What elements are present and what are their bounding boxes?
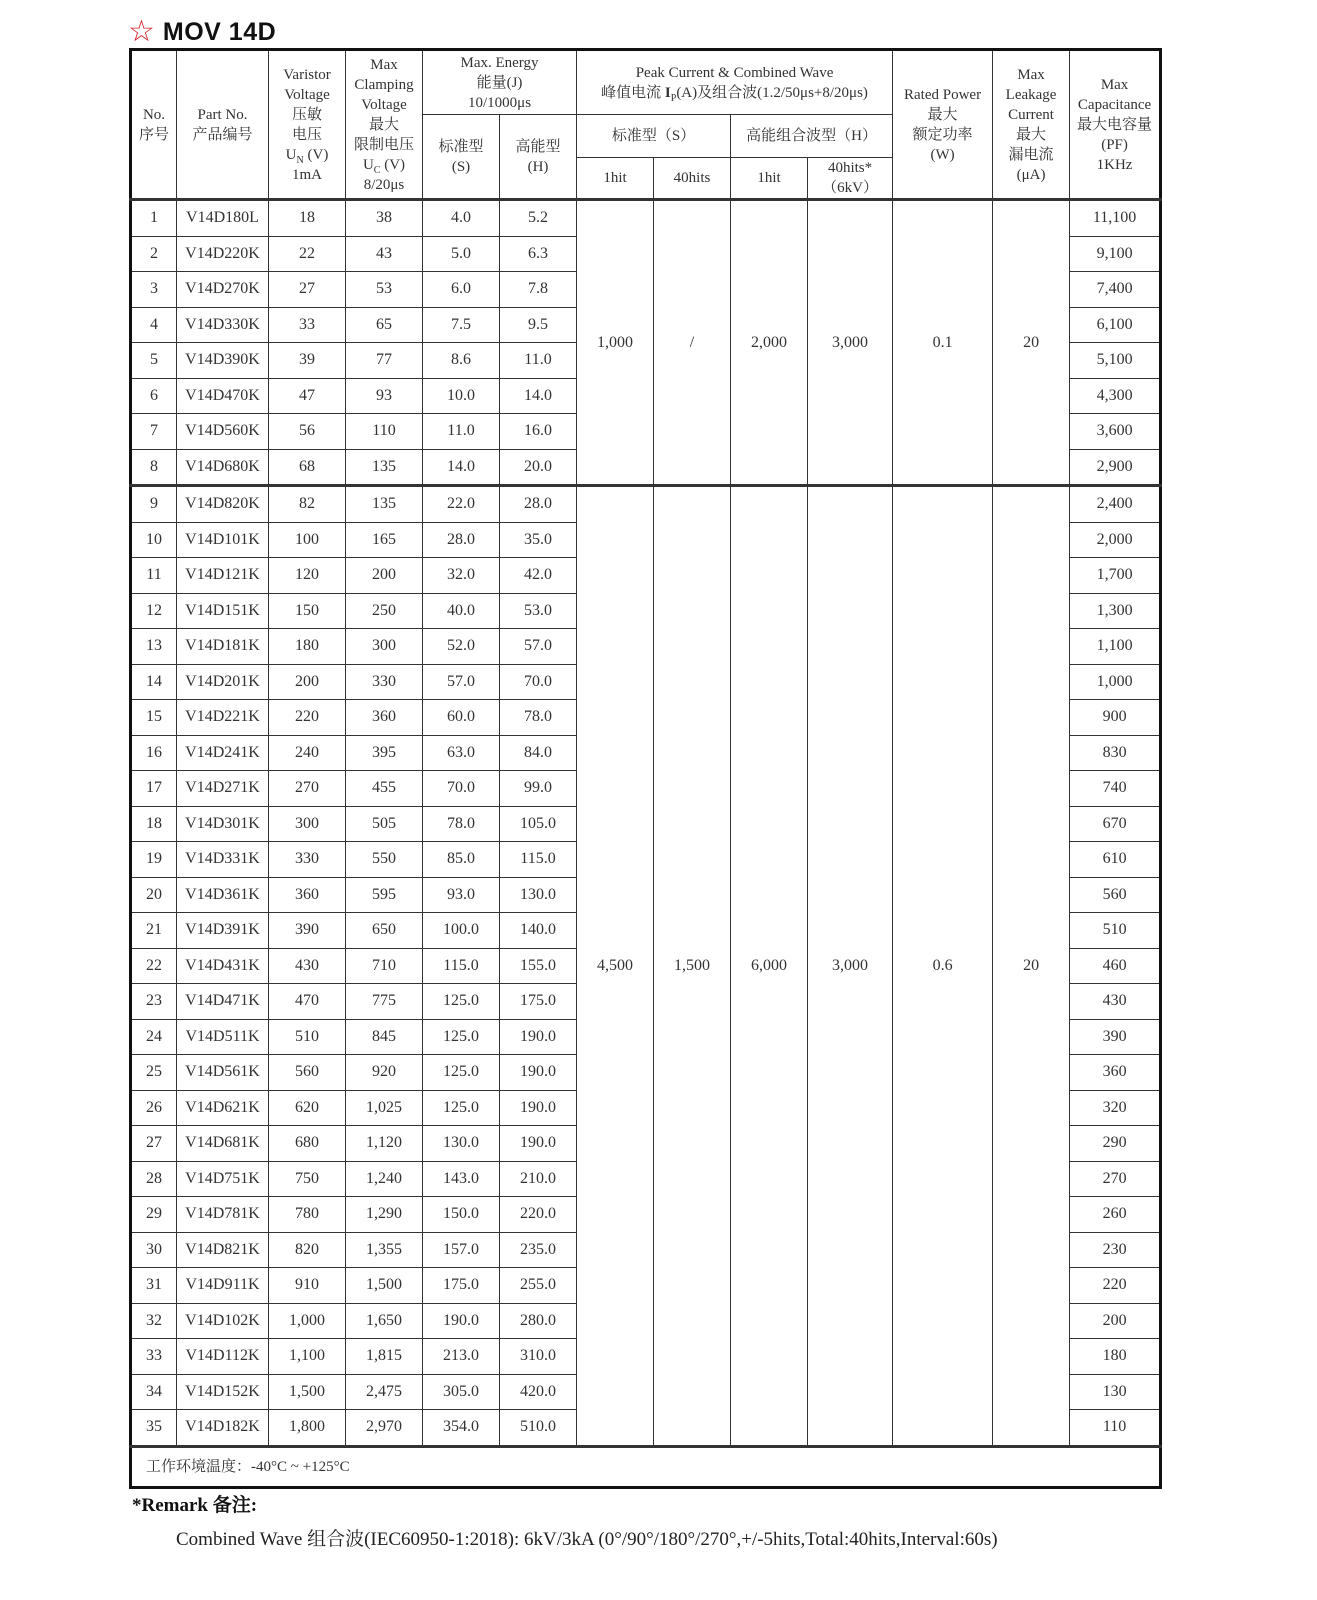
header-part-no: Part No. 产品编号	[177, 50, 269, 200]
max-capacitance: 510	[1070, 913, 1161, 949]
energy-standard: 57.0	[423, 664, 500, 700]
clamping-voltage: 550	[346, 842, 423, 878]
varistor-voltage: 200	[269, 664, 346, 700]
energy-standard: 305.0	[423, 1374, 500, 1410]
varistor-voltage: 1,800	[269, 1410, 346, 1447]
energy-standard: 22.0	[423, 486, 500, 523]
clamping-voltage: 38	[346, 200, 423, 237]
energy-standard: 93.0	[423, 877, 500, 913]
max-capacitance: 130	[1070, 1374, 1161, 1410]
energy-standard: 52.0	[423, 629, 500, 665]
row-no: 24	[131, 1019, 177, 1055]
varistor-voltage: 470	[269, 984, 346, 1020]
part-no: V14D781K	[177, 1197, 269, 1233]
max-capacitance: 230	[1070, 1232, 1161, 1268]
energy-standard: 125.0	[423, 984, 500, 1020]
energy-high: 420.0	[500, 1374, 577, 1410]
energy-standard: 60.0	[423, 700, 500, 736]
clamping-voltage: 1,650	[346, 1303, 423, 1339]
max-capacitance: 670	[1070, 806, 1161, 842]
table-row	[131, 486, 1161, 523]
energy-standard: 40.0	[423, 593, 500, 629]
part-no: V14D390K	[177, 343, 269, 379]
row-no: 9	[131, 486, 177, 523]
max-capacitance: 560	[1070, 877, 1161, 913]
header-capacitance: Max Capacitance 最大电容量 (PF) 1KHz	[1070, 50, 1161, 200]
max-capacitance: 1,000	[1070, 664, 1161, 700]
row-no: 5	[131, 343, 177, 379]
max-capacitance: 220	[1070, 1268, 1161, 1304]
header-peak-standard: 标准型（S）	[577, 115, 731, 158]
row-no: 3	[131, 272, 177, 308]
row-no: 12	[131, 593, 177, 629]
part-no: V14D621K	[177, 1090, 269, 1126]
part-no: V14D151K	[177, 593, 269, 629]
header-peak-current: Peak Current & Combined Wave 峰值电流 $I_P(A)$及组合波(1.2/50μs+8/20μs)	[577, 50, 893, 115]
row-no: 15	[131, 700, 177, 736]
energy-high: 7.8	[500, 272, 577, 308]
header-high-40hits: 40hits* （6kV）	[808, 158, 893, 200]
energy-high: 35.0	[500, 522, 577, 558]
energy-standard: 125.0	[423, 1019, 500, 1055]
header-rated-power: Rated Power 最大 额定功率 (W)	[893, 50, 993, 200]
energy-standard: 5.0	[423, 236, 500, 272]
energy-standard: 14.0	[423, 449, 500, 486]
header-no: No. 序号	[131, 50, 177, 200]
clamping-voltage: 250	[346, 593, 423, 629]
max-capacitance: 610	[1070, 842, 1161, 878]
energy-standard: 157.0	[423, 1232, 500, 1268]
part-no: V14D221K	[177, 700, 269, 736]
part-no: V14D301K	[177, 806, 269, 842]
energy-standard: 125.0	[423, 1090, 500, 1126]
clamping-voltage: 65	[346, 307, 423, 343]
clamping-voltage: 110	[346, 414, 423, 450]
energy-standard: 8.6	[423, 343, 500, 379]
max-capacitance: 3,600	[1070, 414, 1161, 450]
part-no: V14D112K	[177, 1339, 269, 1375]
title-text: MOV 14D	[162, 17, 277, 46]
peak-std-1hit: 1,000	[577, 200, 654, 486]
energy-standard: 10.0	[423, 378, 500, 414]
energy-high: 53.0	[500, 593, 577, 629]
row-no: 25	[131, 1055, 177, 1091]
clamping-voltage: 165	[346, 522, 423, 558]
row-no: 1	[131, 200, 177, 237]
varistor-voltage: 780	[269, 1197, 346, 1233]
clamping-voltage: 1,290	[346, 1197, 423, 1233]
header-energy-high: 高能型 (H)	[500, 115, 577, 200]
varistor-voltage: 300	[269, 806, 346, 842]
varistor-voltage: 910	[269, 1268, 346, 1304]
header-std-1hit: 1hit	[577, 158, 654, 200]
energy-standard: 100.0	[423, 913, 500, 949]
energy-high: 5.2	[500, 200, 577, 237]
max-capacitance: 180	[1070, 1339, 1161, 1375]
varistor-voltage: 1,500	[269, 1374, 346, 1410]
part-no: V14D270K	[177, 272, 269, 308]
energy-high: 220.0	[500, 1197, 577, 1233]
max-capacitance: 2,900	[1070, 449, 1161, 486]
max-capacitance: 1,700	[1070, 558, 1161, 594]
header-energy-standard: 标准型 (S)	[423, 115, 500, 200]
part-no: V14D102K	[177, 1303, 269, 1339]
energy-standard: 213.0	[423, 1339, 500, 1375]
header-high-1hit: 1hit	[731, 158, 808, 200]
varistor-voltage: 820	[269, 1232, 346, 1268]
remark-title: *Remark 备注:	[132, 1495, 258, 1516]
energy-high: 9.5	[500, 307, 577, 343]
energy-high: 130.0	[500, 877, 577, 913]
energy-high: 99.0	[500, 771, 577, 807]
part-no: V14D560K	[177, 414, 269, 450]
part-no: V14D220K	[177, 236, 269, 272]
part-no: V14D820K	[177, 486, 269, 523]
part-no: V14D561K	[177, 1055, 269, 1091]
energy-high: 280.0	[500, 1303, 577, 1339]
energy-high: 190.0	[500, 1019, 577, 1055]
energy-standard: 4.0	[423, 200, 500, 237]
clamping-voltage: 1,355	[346, 1232, 423, 1268]
rated-power: 0.1	[893, 200, 993, 486]
part-no: V14D911K	[177, 1268, 269, 1304]
energy-standard: 85.0	[423, 842, 500, 878]
energy-standard: 125.0	[423, 1055, 500, 1091]
part-no: V14D101K	[177, 522, 269, 558]
clamping-voltage: 2,475	[346, 1374, 423, 1410]
star-icon: ☆	[128, 14, 155, 49]
max-capacitance: 740	[1070, 771, 1161, 807]
energy-standard: 28.0	[423, 522, 500, 558]
max-capacitance: 4,300	[1070, 378, 1161, 414]
clamping-voltage: 135	[346, 449, 423, 486]
energy-high: 115.0	[500, 842, 577, 878]
row-no: 29	[131, 1197, 177, 1233]
clamping-voltage: 710	[346, 948, 423, 984]
varistor-voltage: 560	[269, 1055, 346, 1091]
operating-temperature: 工作环境温度：-40°C ~ +125°C	[131, 1446, 1161, 1487]
remark-text: Combined Wave 组合波(IEC60950-1:2018): 6kV/3kA (0°/90°/180°/270°,+/-5hits,Total:40hits,Interval:60s)	[176, 1529, 998, 1550]
header-clamping-voltage: Max Clamping Voltage 最大 限制电压 $U_C$ (V) 8/20μs	[346, 50, 423, 200]
varistor-voltage: 56	[269, 414, 346, 450]
clamping-voltage: 775	[346, 984, 423, 1020]
part-no: V14D681K	[177, 1126, 269, 1162]
row-no: 2	[131, 236, 177, 272]
energy-standard: 63.0	[423, 735, 500, 771]
max-capacitance: 11,100	[1070, 200, 1161, 237]
part-no: V14D391K	[177, 913, 269, 949]
part-no: V14D181K	[177, 629, 269, 665]
clamping-voltage: 595	[346, 877, 423, 913]
part-no: V14D470K	[177, 378, 269, 414]
max-capacitance: 270	[1070, 1161, 1161, 1197]
clamping-voltage: 93	[346, 378, 423, 414]
clamping-voltage: 650	[346, 913, 423, 949]
max-capacitance: 2,000	[1070, 522, 1161, 558]
energy-standard: 70.0	[423, 771, 500, 807]
part-no: V14D821K	[177, 1232, 269, 1268]
varistor-voltage: 390	[269, 913, 346, 949]
clamping-voltage: 395	[346, 735, 423, 771]
energy-standard: 32.0	[423, 558, 500, 594]
energy-standard: 150.0	[423, 1197, 500, 1233]
max-capacitance: 200	[1070, 1303, 1161, 1339]
max-capacitance: 7,400	[1070, 272, 1161, 308]
clamping-voltage: 135	[346, 486, 423, 523]
part-no: V14D330K	[177, 307, 269, 343]
energy-high: 70.0	[500, 664, 577, 700]
part-no: V14D511K	[177, 1019, 269, 1055]
energy-high: 140.0	[500, 913, 577, 949]
energy-standard: 190.0	[423, 1303, 500, 1339]
energy-high: 175.0	[500, 984, 577, 1020]
header-std-40hits: 40hits	[654, 158, 731, 200]
varistor-voltage: 510	[269, 1019, 346, 1055]
row-no: 17	[131, 771, 177, 807]
max-capacitance: 9,100	[1070, 236, 1161, 272]
varistor-voltage: 27	[269, 272, 346, 308]
varistor-voltage: 750	[269, 1161, 346, 1197]
max-capacitance: 2,400	[1070, 486, 1161, 523]
max-capacitance: 6,100	[1070, 307, 1161, 343]
part-no: V14D751K	[177, 1161, 269, 1197]
clamping-voltage: 43	[346, 236, 423, 272]
max-capacitance: 830	[1070, 735, 1161, 771]
energy-standard: 143.0	[423, 1161, 500, 1197]
clamping-voltage: 1,240	[346, 1161, 423, 1197]
varistor-voltage: 1,000	[269, 1303, 346, 1339]
row-no: 27	[131, 1126, 177, 1162]
energy-standard: 130.0	[423, 1126, 500, 1162]
energy-high: 6.3	[500, 236, 577, 272]
clamping-voltage: 845	[346, 1019, 423, 1055]
header-max-energy: Max. Energy 能量(J) 10/1000μs	[423, 50, 577, 115]
header-leakage-current: Max Leakage Current 最大 漏电流 (μA)	[993, 50, 1070, 200]
rated-power: 0.6	[893, 486, 993, 1447]
clamping-voltage: 200	[346, 558, 423, 594]
peak-std-1hit: 4,500	[577, 486, 654, 1447]
max-capacitance: 1,100	[1070, 629, 1161, 665]
energy-standard: 175.0	[423, 1268, 500, 1304]
part-no: V14D201K	[177, 664, 269, 700]
energy-high: 210.0	[500, 1161, 577, 1197]
energy-standard: 115.0	[423, 948, 500, 984]
clamping-voltage: 330	[346, 664, 423, 700]
varistor-voltage: 18	[269, 200, 346, 237]
part-no: V14D241K	[177, 735, 269, 771]
part-no: V14D121K	[177, 558, 269, 594]
max-capacitance: 320	[1070, 1090, 1161, 1126]
energy-high: 16.0	[500, 414, 577, 450]
max-capacitance: 430	[1070, 984, 1161, 1020]
row-no: 8	[131, 449, 177, 486]
energy-high: 155.0	[500, 948, 577, 984]
table-row	[131, 200, 1161, 237]
row-no: 19	[131, 842, 177, 878]
clamping-voltage: 300	[346, 629, 423, 665]
part-no: V14D361K	[177, 877, 269, 913]
row-no: 35	[131, 1410, 177, 1447]
energy-high: 11.0	[500, 343, 577, 379]
part-no: V14D680K	[177, 449, 269, 486]
max-capacitance: 900	[1070, 700, 1161, 736]
energy-high: 20.0	[500, 449, 577, 486]
varistor-voltage: 240	[269, 735, 346, 771]
row-no: 6	[131, 378, 177, 414]
row-no: 13	[131, 629, 177, 665]
row-no: 18	[131, 806, 177, 842]
header-varistor-voltage: Varistor Voltage 压敏 电压 $U_N$ (V) 1mA	[269, 50, 346, 200]
max-capacitance: 5,100	[1070, 343, 1161, 379]
row-no: 34	[131, 1374, 177, 1410]
clamping-voltage: 2,970	[346, 1410, 423, 1447]
varistor-voltage: 330	[269, 842, 346, 878]
energy-high: 255.0	[500, 1268, 577, 1304]
varistor-voltage: 82	[269, 486, 346, 523]
row-no: 30	[131, 1232, 177, 1268]
energy-standard: 78.0	[423, 806, 500, 842]
max-capacitance: 460	[1070, 948, 1161, 984]
clamping-voltage: 53	[346, 272, 423, 308]
clamping-voltage: 920	[346, 1055, 423, 1091]
varistor-voltage: 68	[269, 449, 346, 486]
energy-high: 190.0	[500, 1090, 577, 1126]
varistor-voltage: 33	[269, 307, 346, 343]
energy-high: 310.0	[500, 1339, 577, 1375]
part-no: V14D431K	[177, 948, 269, 984]
energy-high: 84.0	[500, 735, 577, 771]
varistor-voltage: 47	[269, 378, 346, 414]
energy-high: 190.0	[500, 1126, 577, 1162]
clamping-voltage: 1,500	[346, 1268, 423, 1304]
max-capacitance: 390	[1070, 1019, 1161, 1055]
energy-high: 28.0	[500, 486, 577, 523]
clamping-voltage: 1,815	[346, 1339, 423, 1375]
energy-high: 510.0	[500, 1410, 577, 1447]
part-no: V14D271K	[177, 771, 269, 807]
row-no: 33	[131, 1339, 177, 1375]
energy-standard: 354.0	[423, 1410, 500, 1447]
peak-high-1hit: 2,000	[731, 200, 808, 486]
varistor-voltage: 100	[269, 522, 346, 558]
row-no: 16	[131, 735, 177, 771]
varistor-voltage: 120	[269, 558, 346, 594]
row-no: 26	[131, 1090, 177, 1126]
part-no: V14D331K	[177, 842, 269, 878]
part-no: V14D182K	[177, 1410, 269, 1447]
part-no: V14D152K	[177, 1374, 269, 1410]
row-no: 7	[131, 414, 177, 450]
energy-high: 235.0	[500, 1232, 577, 1268]
page-title	[128, 14, 276, 50]
clamping-voltage: 505	[346, 806, 423, 842]
row-no: 21	[131, 913, 177, 949]
row-no: 31	[131, 1268, 177, 1304]
varistor-voltage: 430	[269, 948, 346, 984]
max-capacitance: 360	[1070, 1055, 1161, 1091]
clamping-voltage: 1,025	[346, 1090, 423, 1126]
row-no: 28	[131, 1161, 177, 1197]
varistor-voltage: 360	[269, 877, 346, 913]
varistor-voltage: 180	[269, 629, 346, 665]
row-no: 4	[131, 307, 177, 343]
row-no: 20	[131, 877, 177, 913]
max-capacitance: 1,300	[1070, 593, 1161, 629]
energy-high: 190.0	[500, 1055, 577, 1091]
energy-standard: 6.0	[423, 272, 500, 308]
leakage-current: 20	[993, 486, 1070, 1447]
row-no: 32	[131, 1303, 177, 1339]
header-peak-high: 高能组合波型（H）	[731, 115, 893, 158]
varistor-voltage: 22	[269, 236, 346, 272]
max-capacitance: 290	[1070, 1126, 1161, 1162]
row-no: 22	[131, 948, 177, 984]
clamping-voltage: 1,120	[346, 1126, 423, 1162]
leakage-current: 20	[993, 200, 1070, 486]
energy-high: 57.0	[500, 629, 577, 665]
peak-high-40hits: 3,000	[808, 486, 893, 1447]
clamping-voltage: 360	[346, 700, 423, 736]
max-capacitance: 110	[1070, 1410, 1161, 1447]
part-no: V14D180L	[177, 200, 269, 237]
varistor-voltage: 150	[269, 593, 346, 629]
energy-high: 105.0	[500, 806, 577, 842]
clamping-voltage: 455	[346, 771, 423, 807]
part-no: V14D471K	[177, 984, 269, 1020]
energy-standard: 7.5	[423, 307, 500, 343]
row-no: 23	[131, 984, 177, 1020]
row-no: 14	[131, 664, 177, 700]
spec-table	[129, 48, 1162, 1489]
varistor-voltage: 270	[269, 771, 346, 807]
energy-standard: 11.0	[423, 414, 500, 450]
varistor-voltage: 1,100	[269, 1339, 346, 1375]
varistor-voltage: 680	[269, 1126, 346, 1162]
energy-high: 78.0	[500, 700, 577, 736]
max-capacitance: 260	[1070, 1197, 1161, 1233]
peak-high-40hits: 3,000	[808, 200, 893, 486]
peak-high-1hit: 6,000	[731, 486, 808, 1447]
energy-high: 14.0	[500, 378, 577, 414]
row-no: 11	[131, 558, 177, 594]
varistor-voltage: 220	[269, 700, 346, 736]
varistor-voltage: 39	[269, 343, 346, 379]
row-no: 10	[131, 522, 177, 558]
varistor-voltage: 620	[269, 1090, 346, 1126]
peak-std-40hits: 1,500	[654, 486, 731, 1447]
clamping-voltage: 77	[346, 343, 423, 379]
energy-high: 42.0	[500, 558, 577, 594]
peak-std-40hits: /	[654, 200, 731, 486]
